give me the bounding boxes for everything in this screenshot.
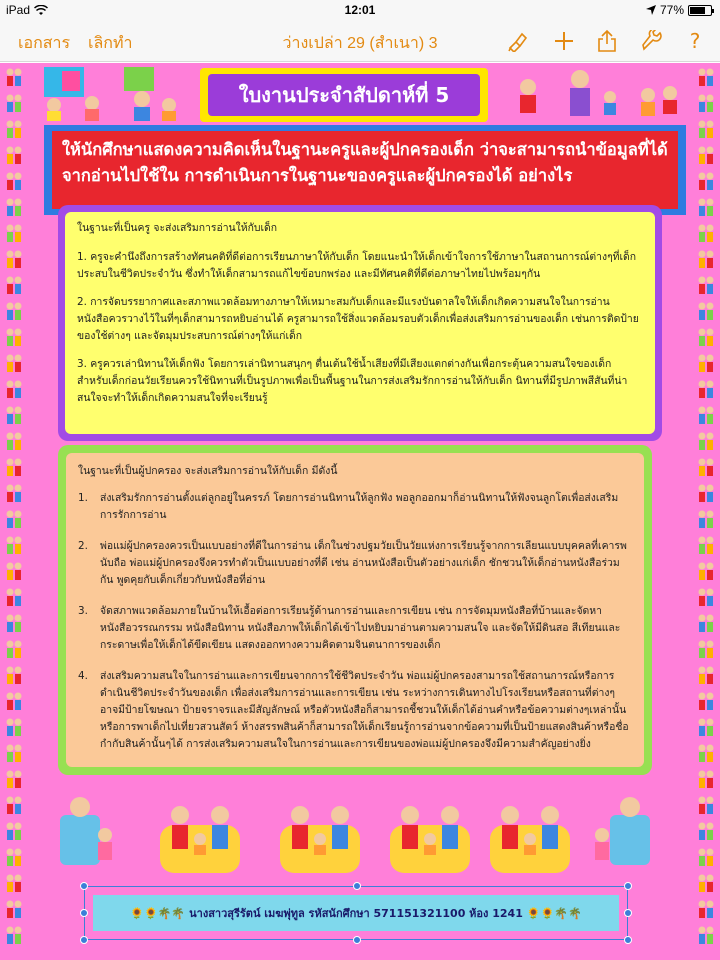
right-border-decoration xyxy=(692,63,720,960)
kid-icon xyxy=(4,717,24,739)
wrench-icon[interactable] xyxy=(639,28,665,54)
kid-icon xyxy=(696,925,716,947)
kid-icon xyxy=(696,327,716,349)
kid-icon xyxy=(696,847,716,869)
kid-icon xyxy=(696,405,716,427)
worksheet-title: ใบงานประจำสัปดาห์ที่ 5 xyxy=(208,74,480,116)
kid-icon xyxy=(4,821,24,843)
kid-icon xyxy=(4,587,24,609)
kid-icon xyxy=(696,899,716,921)
list-number: 2. xyxy=(78,540,88,552)
kid-icon xyxy=(4,665,24,687)
plus-icon[interactable] xyxy=(551,28,577,54)
list-number: 1. xyxy=(78,492,88,504)
kid-icon xyxy=(4,249,24,271)
kid-icon xyxy=(696,119,716,141)
kid-icon xyxy=(696,535,716,557)
footer-student-info: นางสาวสุรีรัตน์ เมฆพุ่ทูล รหัสนักศึกษา 571151321100 ห้อง 1241 xyxy=(189,907,523,920)
resize-handle[interactable] xyxy=(624,909,632,917)
document-page xyxy=(0,63,720,960)
teacher-section-heading: ในฐานะที่เป็นครู จะส่งเสริมการอ่านให้กับเด็ก xyxy=(77,222,278,234)
classroom-illustration xyxy=(498,65,684,121)
kid-icon xyxy=(4,535,24,557)
kid-icon xyxy=(4,847,24,869)
kid-icon xyxy=(4,613,24,635)
kid-icon xyxy=(696,93,716,115)
kid-icon xyxy=(4,795,24,817)
toolbar xyxy=(0,20,720,62)
list-item xyxy=(78,538,632,589)
kid-icon xyxy=(696,145,716,167)
kid-icon xyxy=(4,457,24,479)
parent-section-box[interactable] xyxy=(58,445,652,775)
kid-icon xyxy=(4,379,24,401)
kid-icon xyxy=(696,431,716,453)
resize-handle[interactable] xyxy=(80,909,88,917)
left-border-decoration xyxy=(0,63,28,960)
kid-icon xyxy=(4,301,24,323)
kid-icon xyxy=(696,795,716,817)
kid-icon xyxy=(4,925,24,947)
kid-icon xyxy=(4,353,24,375)
kid-icon xyxy=(696,717,716,739)
list-item xyxy=(78,490,632,524)
teacher-item: 2. การจัดบรรยากาศและสภาพแวดล้อมทางภาษาให้เหมาะสมกับเด็กและมีแรงบันดาลใจให้เด็กเกิดความสนใจในการอ่าน หนังสือควรวางไว้ในที่ๆเด็กสามารถหยิบอ่านได้ ครูสามารถใช้สิ่งแวดล้อมรอบตัวเด็กเพื่อส่งเสริมการอ่านของเด็ก เช่นการติดป้ายของใช้ต่างๆ และจัดมุมประสบการณ์ต่างๆให้แก่เด็ก xyxy=(77,296,639,342)
list-text: พ่อแม่ผู้ปกครองควรเป็นแบบอย่างที่ดีในการอ่าน เด็กในช่วงปฐมวัยเป็นวัยแห่งการเรียนรู้จากการเลียนแบบบุคคลที่เคารพนับถือ พ่อแม่ผู้ปกครองจึงควรทำตัวเป็นแบบอย่างที่ดี เช่น อ่านหนังสือเป็นตัวอย่างแก่เด็ก ชักชวนให้เด็กอ่านหนังสือร่วมกัน พูดคุยกับเด็กเกี่ยวกับหนังสือที่อ่าน xyxy=(100,540,627,586)
kid-icon xyxy=(4,899,24,921)
kid-icon xyxy=(4,223,24,245)
resize-handle[interactable] xyxy=(80,882,88,890)
kid-icon xyxy=(4,197,24,219)
teacher-item: 1. ครูจะคำนึงถึงการสร้างทัศนคติที่ดีต่อการเรียนภาษาให้กับเด็ก โดยแนะนำให้เด็กเข้าใจการใช้ภาษาในสถานการณ์ต่างๆที่เด็กประสบในชีวิตประจำวัน ซึ่งทำให้เด็กสามารถแก้ไขข้อบกพร่อง และมีทัศนคติที่ดีต่อภาษาไทยไปพร้อมๆกัน xyxy=(77,251,637,280)
document-title[interactable]: ว่างเปล่า 29 (สำเนา) 3 xyxy=(282,35,438,52)
kid-icon xyxy=(696,509,716,531)
kid-icon xyxy=(696,665,716,687)
kid-icon xyxy=(4,275,24,297)
kid-icon xyxy=(4,119,24,141)
help-icon[interactable]: ? xyxy=(689,29,701,53)
resize-handle[interactable] xyxy=(624,882,632,890)
location-icon xyxy=(646,5,656,15)
kid-icon xyxy=(696,275,716,297)
kid-icon xyxy=(696,561,716,583)
kid-icon xyxy=(4,509,24,531)
kid-icon xyxy=(696,379,716,401)
kid-icon xyxy=(4,769,24,791)
list-item xyxy=(78,603,632,654)
question-text: ให้นักศึกษาแสดงความคิดเห็นในฐานะครูและผู้ปกครองเด็ก ว่าจะสามารถนำข้อมูลที่ได้จากอ่านไปใช้ใน การดำเนินการในฐานะของครูและผู้ปกครองได้ อย่างไร xyxy=(52,131,678,209)
resize-handle[interactable] xyxy=(80,936,88,944)
parent-section-heading: ในฐานะที่เป็นผู้ปกครอง จะส่งเสริมการอ่านให้กับเด็ก มีดังนี้ xyxy=(78,465,338,477)
clock: 12:01 xyxy=(344,3,376,17)
teacher-item: 3. ครูควรเล่านิทานให้เด็กฟัง โดยการเล่านิทานสนุกๆ ตื่นเต้นใช้น้ำเสียงที่มีเสียงแตกต่างกันเพื่อกระตุ้นความสนใจของเด็ก สำหรับเด็กก่อนวัยเรียนควรใช้นิทานที่เป็นรูปภาพเพื่อเป็นพื้นฐานในการส่งเสริมรักการอ่านให้กับเด็ก นิทานที่มีรูปภาพสีสันที่น่าสนใจจะทำให้เด็กเกิดความสนใจที่จะเรียนรู้ xyxy=(77,358,628,404)
kid-icon xyxy=(696,223,716,245)
list-item xyxy=(78,668,632,753)
kid-icon xyxy=(696,821,716,843)
kid-icon xyxy=(4,67,24,89)
kid-icon xyxy=(696,301,716,323)
kid-icon xyxy=(696,249,716,271)
kid-icon xyxy=(4,639,24,661)
device-label: iPad xyxy=(6,3,31,17)
kid-icon xyxy=(4,561,24,583)
list-number: 4. xyxy=(78,670,88,682)
status-bar xyxy=(0,0,720,20)
resize-handle[interactable] xyxy=(353,882,361,890)
kid-icon xyxy=(696,769,716,791)
footer-decoration-left: 🌻🌻🌴🌴 xyxy=(130,906,186,920)
undo-button[interactable]: เลิกทำ xyxy=(88,35,133,52)
kid-icon xyxy=(696,691,716,713)
kid-icon xyxy=(4,405,24,427)
teacher-section-box[interactable] xyxy=(58,205,662,441)
list-text: ส่งเสริมความสนใจในการอ่านและการเขียนจากการใช้ชีวิตประจำวัน พ่อแม่ผู้ปกครองสามารถใช้สถานการณ์หรือการดำเนินชีวิตประจำวันของเด็ก เพื่อส่งเสริมการอ่านและการเขียน เช่น ระหว่างการเดินทางไปโรงเรียนหรือสถานที่ต่างๆ อาจมีป้ายโฆษณา ป้ายจราจรและมีสัญลักษณ์ หรือตัวหนังสือก็สามารถชี้ชวนให้เด็กได้อ่านคำหรือข้อความต่างๆเหล่านั้น หรือการพาเด็กไปเที่ยวสวนสัตว์ ห้างสรรพสินค้าก็สามารถให้เด็กเรียนรู้การอ่านจากข้อความที่เป็นป้ายแสดงสินค้าหรือชื่อกำกับสินค้านั้นๆได้ การส่งเสริมความสนใจในการอ่านและการเขียนของพ่อแม่ผู้ปกครองจึงมีความสำคัญอย่างยิ่ง xyxy=(100,670,629,750)
kid-icon xyxy=(696,613,716,635)
list-number: 3. xyxy=(78,605,88,617)
kid-icon xyxy=(696,353,716,375)
parent-item-list xyxy=(78,490,632,753)
footer-text-box[interactable] xyxy=(84,886,628,940)
kid-icon xyxy=(696,197,716,219)
paintbrush-icon[interactable] xyxy=(504,28,530,54)
teacher-kids-illustration xyxy=(34,65,184,121)
kid-icon xyxy=(4,93,24,115)
kid-icon xyxy=(696,639,716,661)
kid-icon xyxy=(4,873,24,895)
kid-icon xyxy=(696,483,716,505)
footer-decoration-right: 🌻🌻🌴🌴 xyxy=(526,906,582,920)
kid-icon xyxy=(696,587,716,609)
kid-icon xyxy=(4,145,24,167)
battery-icon xyxy=(688,5,712,16)
question-frame[interactable] xyxy=(44,125,686,215)
family-reading-illustration xyxy=(50,785,674,885)
worksheet-title-frame[interactable] xyxy=(200,68,488,122)
kid-icon xyxy=(696,67,716,89)
kid-icon xyxy=(4,483,24,505)
battery-percent: 77% xyxy=(659,3,684,17)
kid-icon xyxy=(696,873,716,895)
kid-icon xyxy=(4,327,24,349)
resize-handle[interactable] xyxy=(353,936,361,944)
kid-icon xyxy=(696,457,716,479)
kid-icon xyxy=(4,743,24,765)
kid-icon xyxy=(4,171,24,193)
resize-handle[interactable] xyxy=(624,936,632,944)
kid-icon xyxy=(696,743,716,765)
documents-button[interactable]: เอกสาร xyxy=(18,35,71,52)
kid-icon xyxy=(4,431,24,453)
list-text: จัดสภาพแวดล้อมภายในบ้านให้เอื้อต่อการเรียนรู้ด้านการอ่านและการเขียน เช่น การจัดมุมหนังสือที่บ้านและจัดหาหนังสือวรรณกรรม หนังสือนิทาน หนังสือภาพให้เด็กได้เข้าไปหยิบมาอ่านตามความสนใจ และจัดให้มีดินสอ สีเทียนและกระดาษเพื่อให้เด็กได้ขีดเขียน แสดงออกทางความคิดตามจินตนาการของเด็ก xyxy=(100,605,621,651)
kid-icon xyxy=(696,171,716,193)
kid-icon xyxy=(4,691,24,713)
share-icon[interactable] xyxy=(594,28,620,54)
list-text: ส่งเสริมรักการอ่านตั้งแต่ลูกอยู่ในครรภ์ โดยการอ่านนิทานให้ลูกฟัง พอลูกออกมาก็อ่านนิทานให้ฟังจนลูกโตเพื่อส่งเสริมการรักการอ่าน xyxy=(100,492,619,521)
